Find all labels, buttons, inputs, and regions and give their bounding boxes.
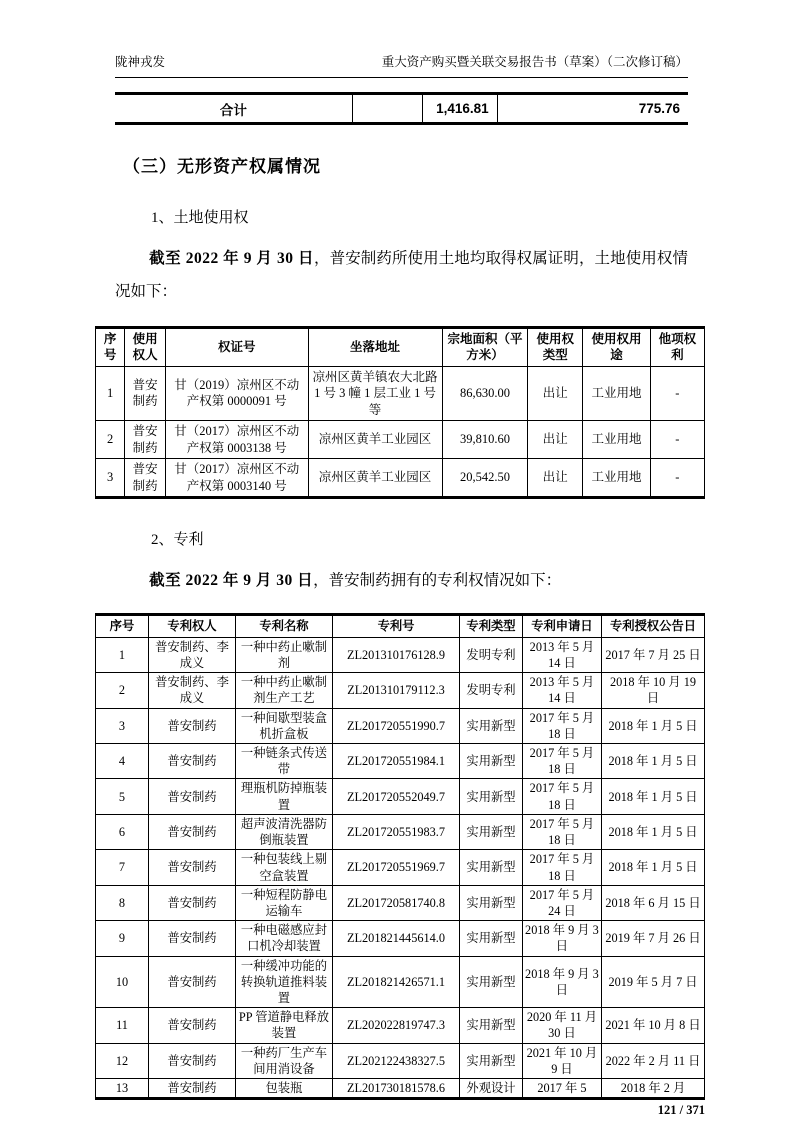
table-cell: 实用新型	[460, 779, 523, 814]
column-header: 专利号	[332, 615, 459, 637]
table-row	[96, 459, 705, 498]
table-cell: 实用新型	[460, 708, 523, 743]
table-cell: 2017 年 5 月 18 日	[522, 743, 601, 778]
table-cell: -	[650, 366, 704, 421]
table-cell: 2013 年 5 月 14 日	[522, 673, 601, 708]
table-cell: 一种药厂生产车间用消设备	[236, 1043, 333, 1078]
table-cell: 2017 年 7 月 25 日	[602, 637, 705, 672]
table-cell: 凉州区黄羊工业园区	[308, 459, 442, 498]
column-header: 专利申请日	[522, 615, 601, 637]
table-cell: 13	[96, 1079, 149, 1099]
summary-total-row	[115, 94, 688, 124]
table-cell: 2018 年 1 月 5 日	[602, 779, 705, 814]
column-header: 专利授权公告日	[602, 615, 705, 637]
table-cell: 2018 年 1 月 5 日	[602, 743, 705, 778]
table-cell: 2013 年 5 月 14 日	[522, 637, 601, 672]
table-cell: 出让	[528, 421, 583, 459]
table-cell: 2018 年 9 月 3 日	[522, 921, 601, 956]
table-cell: 一种缓冲功能的转换轨道推料装置	[236, 956, 333, 1008]
table-cell: 2018 年 6 月 15 日	[602, 885, 705, 920]
table-cell: 86,630.00	[442, 366, 528, 421]
column-header: 权证号	[166, 327, 309, 366]
table-cell: 3	[96, 459, 125, 498]
table-cell: 实用新型	[460, 850, 523, 885]
column-header: 使用权人	[125, 327, 166, 366]
table-cell: 普安制药	[125, 366, 166, 421]
table-row	[96, 885, 705, 920]
table-row	[96, 1008, 705, 1043]
table-cell: 实用新型	[460, 885, 523, 920]
table-cell: 普安制药	[148, 743, 235, 778]
table-cell: 2018 年 9 月 3 日	[522, 956, 601, 1008]
table-cell: 6	[96, 814, 149, 849]
table-cell: 理瓶机防掉瓶装置	[236, 779, 333, 814]
table-cell: 包装瓶	[236, 1079, 333, 1099]
table-cell: 2019 年 7 月 26 日	[602, 921, 705, 956]
table-cell: 1	[96, 637, 149, 672]
table-cell: 2019 年 5 月 7 日	[602, 956, 705, 1008]
summary-total-label: 合计	[115, 94, 352, 124]
table-cell: -	[650, 459, 704, 498]
table-cell: 5	[96, 779, 149, 814]
table-cell: 出让	[528, 459, 583, 498]
table-cell: 一种包装线上剔空盒装置	[236, 850, 333, 885]
table-cell: 普安制药、李成义	[148, 637, 235, 672]
table-cell: 工业用地	[583, 421, 651, 459]
table-row	[96, 708, 705, 743]
table-cell: ZL201720581740.8	[332, 885, 459, 920]
table-cell: ZL201310179112.3	[332, 673, 459, 708]
summary-empty-cell	[352, 94, 422, 124]
table-cell: 4	[96, 743, 149, 778]
table-cell: 2017 年 5 月 18 日	[522, 708, 601, 743]
table-cell: 2018 年 1 月 5 日	[602, 814, 705, 849]
land-intro-date: 截至 2022 年 9 月 30 日	[149, 250, 315, 267]
table-cell: 普安制药	[148, 814, 235, 849]
table-row	[96, 814, 705, 849]
table-cell: ZL201720551984.1	[332, 743, 459, 778]
table-cell: 普安制药	[125, 459, 166, 498]
table-cell: 9	[96, 921, 149, 956]
table-cell: 2017 年 5 月 18 日	[522, 850, 601, 885]
page-number: 121 / 371	[657, 1103, 705, 1118]
table-cell: ZL201720551990.7	[332, 708, 459, 743]
table-cell: 2017 年 5 月 18 日	[522, 779, 601, 814]
table-header-row	[96, 327, 705, 366]
table-cell: 实用新型	[460, 814, 523, 849]
table-cell: 超声波清洗器防倒瓶装置	[236, 814, 333, 849]
table-cell: 普安制药	[148, 708, 235, 743]
table-cell: 一种中药止嗽制剂生产工艺	[236, 673, 333, 708]
table-row	[96, 850, 705, 885]
table-cell: ZL201310176128.9	[332, 637, 459, 672]
table-row	[96, 921, 705, 956]
table-cell: 10	[96, 956, 149, 1008]
table-cell: -	[650, 421, 704, 459]
table-cell: 普安制药	[148, 1043, 235, 1078]
summary-value-1: 1,416.81	[422, 94, 497, 124]
table-cell: 普安制药	[125, 421, 166, 459]
table-cell: 甘（2019）凉州区不动产权第 0000091 号	[166, 366, 309, 421]
table-cell: 一种链条式传送带	[236, 743, 333, 778]
table-row	[96, 421, 705, 459]
table-cell: 3	[96, 708, 149, 743]
table-cell: 2022 年 2 月 11 日	[602, 1043, 705, 1078]
table-cell: 实用新型	[460, 921, 523, 956]
table-cell: 凉州区黄羊工业园区	[308, 421, 442, 459]
subsection-patent-title: 2、专利	[151, 532, 204, 549]
column-header: 坐落地址	[308, 327, 442, 366]
table-cell: 2	[96, 421, 125, 459]
table-cell: ZL201730181578.6	[332, 1079, 459, 1099]
section-title: （三）无形资产权属情况	[123, 157, 321, 176]
table-cell: 2017 年 5	[522, 1079, 601, 1099]
patent-intro-paragraph	[115, 564, 688, 597]
table-cell: 普安制药	[148, 1008, 235, 1043]
table-cell: 20,542.50	[442, 459, 528, 498]
subsection-land-title: 1、土地使用权	[151, 210, 249, 226]
table-cell: 普安制药	[148, 921, 235, 956]
table-cell: ZL201821426571.1	[332, 956, 459, 1008]
table-cell: 实用新型	[460, 1008, 523, 1043]
table-cell: 甘（2017）凉州区不动产权第 0003140 号	[166, 459, 309, 498]
column-header: 专利名称	[236, 615, 333, 637]
table-cell: 2021 年 10 月 8 日	[602, 1008, 705, 1043]
column-header: 序号	[96, 327, 125, 366]
table-cell: 2	[96, 673, 149, 708]
table-cell: ZL201720551983.7	[332, 814, 459, 849]
table-cell: 39,810.60	[442, 421, 528, 459]
table-cell: 工业用地	[583, 459, 651, 498]
table-cell: 7	[96, 850, 149, 885]
table-cell: 2018 年 1 月 5 日	[602, 850, 705, 885]
table-cell: 12	[96, 1043, 149, 1078]
column-header: 使用权类型	[528, 327, 583, 366]
table-cell: ZL201821445614.0	[332, 921, 459, 956]
table-header-row	[96, 615, 705, 637]
table-cell: 出让	[528, 366, 583, 421]
summary-value-2: 775.76	[497, 94, 688, 124]
table-cell: 普安制药	[148, 1079, 235, 1099]
table-cell: 一种间歇型装盒机折盒板	[236, 708, 333, 743]
table-cell: ZL201720551969.7	[332, 850, 459, 885]
table-row	[96, 673, 705, 708]
table-cell: 2018 年 2 月	[602, 1079, 705, 1099]
table-row	[96, 1079, 705, 1099]
table-cell: 一种电磁感应封口机冷却装置	[236, 921, 333, 956]
table-row	[96, 956, 705, 1008]
table-row	[96, 637, 705, 672]
table-cell: 工业用地	[583, 366, 651, 421]
table-cell: 2020 年 11 月 30 日	[522, 1008, 601, 1043]
column-header: 宗地面积（平方米）	[442, 327, 528, 366]
table-cell: 外观设计	[460, 1079, 523, 1099]
column-header: 专利权人	[148, 615, 235, 637]
table-cell: PP 管道静电释放装置	[236, 1008, 333, 1043]
table-row	[96, 743, 705, 778]
table-cell: 2018 年 10 月 19 日	[602, 673, 705, 708]
table-row	[96, 366, 705, 421]
table-cell: 8	[96, 885, 149, 920]
table-cell: 普安制药	[148, 779, 235, 814]
table-cell: 一种中药止嗽制剂	[236, 637, 333, 672]
table-cell: 实用新型	[460, 743, 523, 778]
table-cell: 实用新型	[460, 1043, 523, 1078]
page-header	[115, 52, 688, 78]
table-cell: 普安制药	[148, 956, 235, 1008]
table-cell: 发明专利	[460, 637, 523, 672]
table-cell: 2021 年 10 月 9 日	[522, 1043, 601, 1078]
column-header: 专利类型	[460, 615, 523, 637]
table-cell: 普安制药	[148, 850, 235, 885]
column-header: 序号	[96, 615, 149, 637]
table-cell: 一种短程防静电运输车	[236, 885, 333, 920]
header-company-name: 陇神戎发	[115, 55, 166, 69]
table-cell: 发明专利	[460, 673, 523, 708]
table-cell: 凉州区黄羊镇农大北路 1 号 3 幢 1 层工业 1 号等	[308, 366, 442, 421]
column-header: 使用权用途	[583, 327, 651, 366]
table-cell: ZL201720552049.7	[332, 779, 459, 814]
table-cell: 1	[96, 366, 125, 421]
patent-intro-date: 截至 2022 年 9 月 30 日	[149, 572, 314, 590]
land-rights-table	[95, 326, 705, 500]
header-report-title: 重大资产购买暨关联交易报告书（草案）（二次修订稿）	[381, 55, 688, 69]
table-cell: 2018 年 1 月 5 日	[602, 708, 705, 743]
table-cell: 2017 年 5 月 18 日	[522, 814, 601, 849]
table-cell: 普安制药	[148, 885, 235, 920]
table-cell: 实用新型	[460, 956, 523, 1008]
table-cell: ZL202022819747.3	[332, 1008, 459, 1043]
land-intro-text: ，普安制药所使用土地均取得权属证明，土地使用权情况如下：	[115, 250, 688, 301]
table-cell: 11	[96, 1008, 149, 1043]
table-row	[96, 1043, 705, 1078]
land-intro-paragraph	[115, 242, 688, 309]
summary-total-table	[115, 92, 688, 125]
patent-table	[95, 613, 705, 1100]
patent-intro-text: ，普安制药拥有的专利权情况如下：	[313, 572, 562, 590]
column-header: 他项权利	[650, 327, 704, 366]
table-cell: 2017 年 5 月 24 日	[522, 885, 601, 920]
table-row	[96, 779, 705, 814]
table-cell: 甘（2017）凉州区不动产权第 0003138 号	[166, 421, 309, 459]
table-cell: 普安制药、李成义	[148, 673, 235, 708]
table-cell: ZL202122438327.5	[332, 1043, 459, 1078]
